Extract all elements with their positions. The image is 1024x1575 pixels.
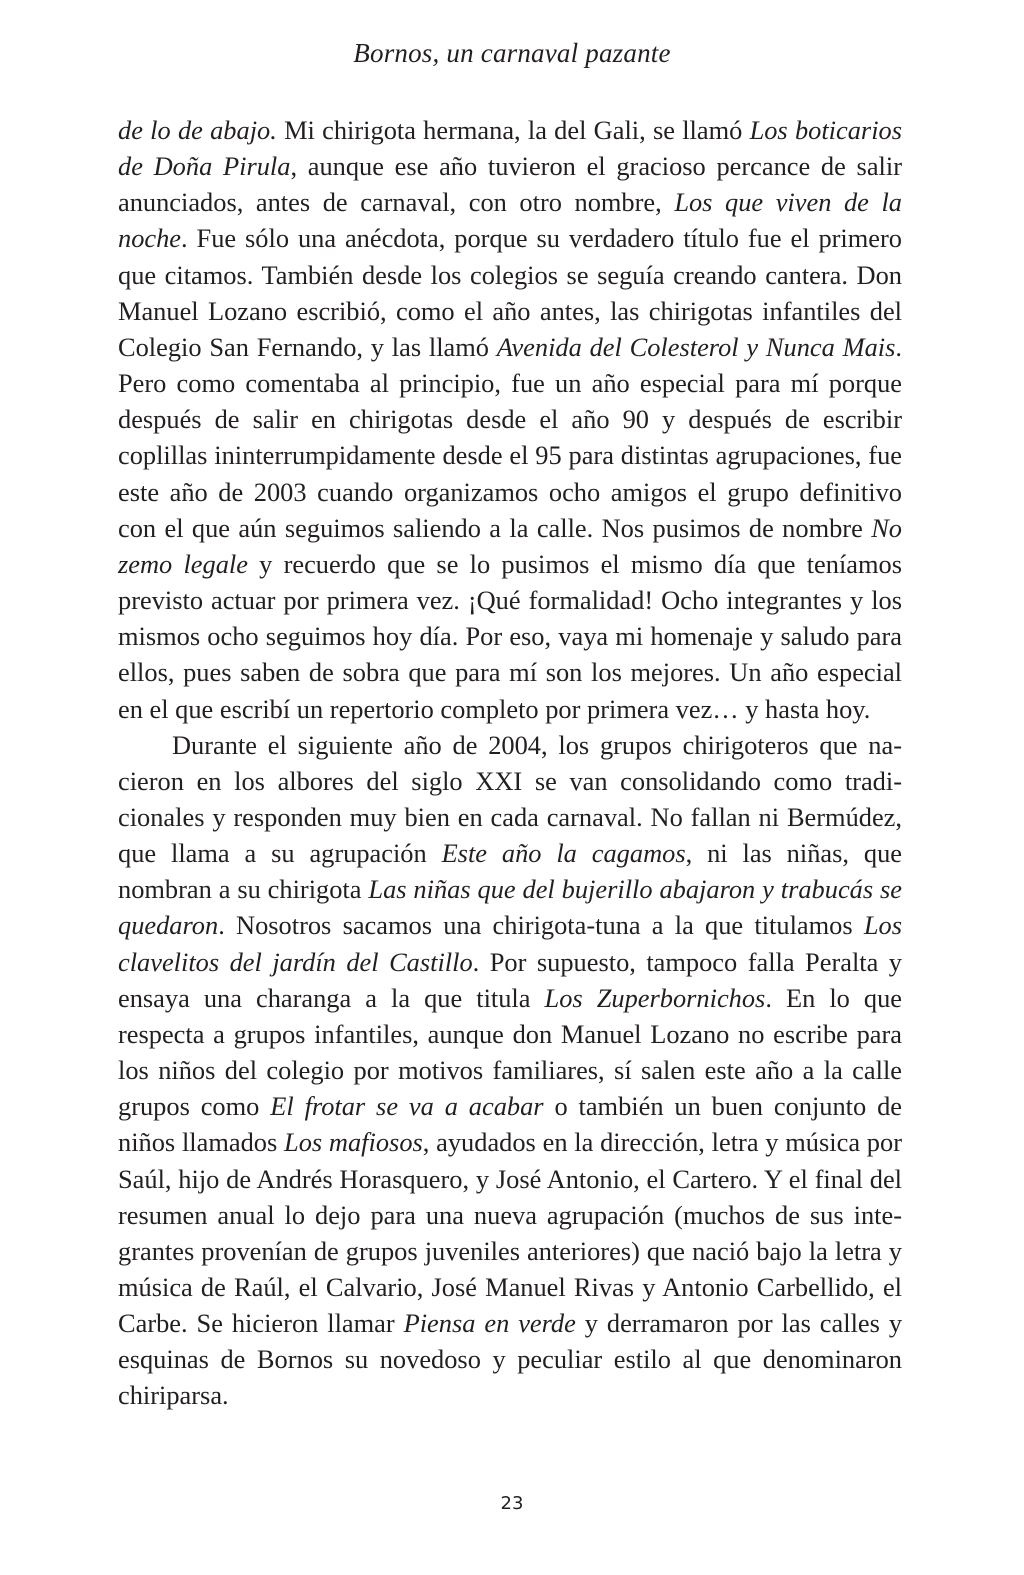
italic-title: de lo de abajo.: [118, 115, 277, 145]
text-run: y derramaron por las calles y esquinas de Bornos su novedoso y peculiar estilo al que denominaron chiriparsa.: [118, 1308, 903, 1411]
paragraph-2: [118, 727, 902, 1414]
text-run: , ni las niñas, que nombran a su chirigota: [118, 838, 902, 905]
text-run: , ayudados en la dirección, letra y música por Saúl, hijo de Andrés Horasquero, y José Antonio, el Cartero. Y el final del resumen anual lo dejo para una nueva agrupación (muchos de sus integrantes provenían de grupos juveniles anteriores) que nació bajo la letra y música de Raúl, el Calvario, José Manuel Rivas y Antonio Carbellido, el Carbe. Se hicieron llamar: [118, 1127, 902, 1339]
text-run: , aunque ese año tuvieron el gracioso percance de salir anunciados, antes de carnaval, con otro nombre,: [118, 151, 902, 218]
italic-title: Los boticarios de Doña Pirula: [118, 115, 902, 182]
italic-title: Este año la cagamos: [441, 838, 686, 869]
text-run: y recuerdo que se lo pusimos el mismo día que teníamos previsto actuar por primera vez. ¡Qué formalidad! Ocho integrantes y los mismos ocho seguimos hoy día. Por eso, vaya mi homenaje y saludo para ellos, pues saben de sobra que para mí son los mejores. Un año especial en el que escribí un repertorio completo por primera vez… y hasta hoy.: [118, 548, 902, 724]
italic-title: No zemo legale: [118, 512, 902, 579]
italic-title: Los clavelitos del jardín del Castillo: [118, 910, 902, 977]
italic-title: Los que viven de la noche: [118, 187, 902, 254]
text-run: . En lo que respecta a grupos infantiles, aunque don Manuel Lozano no escribe para los niños del colegio por motivos familiares, sí salen este año a la calle grupos como: [118, 982, 903, 1122]
text-run: Durante el siguiente año de 2004, los grupos chirigoteros que nacieron en los albores del siglo XXI se van consolidando como tradicionales y responden muy bien en cada carnaval. No fallan ni Bermúdez, que llama a su agrupación: [118, 729, 902, 869]
running-head: [0, 38, 1024, 69]
running-title: Bornos, un carnaval pazante: [353, 38, 671, 68]
italic-title: El frotar se va a acabar: [270, 1091, 544, 1122]
body-text: [118, 112, 902, 1414]
text-run: . Fue sólo una anécdota, porque su verdadero título fue el primero que citamos. También desde los colegios se seguía creando cantera. Don Manuel Lozano escribió, como el año antes, las chirigotas infantiles del Colegio San Fernando, y las llamó: [118, 223, 902, 362]
text-run: . Nosotros sacamos una chirigota-tuna a la que titulamos: [218, 910, 864, 941]
text-run: o también un buen conjunto de niños llamados: [118, 1091, 902, 1158]
page-number: 23: [500, 1493, 524, 1514]
text-run: Mi chirigota hermana, la del Gali, se llamó: [276, 115, 750, 145]
italic-title: Los mafiosos: [284, 1127, 423, 1158]
italic-title: Los Zuperbornichos: [544, 982, 766, 1013]
italic-title: Las niñas que del bujerillo abajaron y trabucás se quedaron: [118, 874, 903, 941]
italic-title: Piensa en verde: [403, 1308, 576, 1339]
text-run: . Pero como comentaba al principio, fue un año especial para mí porque después de salir en chirigotas desde el año 90 y después de escribir coplillas ininterrumpidamente desde el 95 para distintas agrupaciones, fue este año de 2003 cuando organizamos ocho amigos el grupo definitivo con el que aún seguimos saliendo a la calle. Nos pusimos de nombre: [118, 331, 902, 543]
paragraph-1: [118, 112, 902, 727]
text-run: . Por supuesto, tampoco falla Peralta y ensaya una charanga a la que titula: [118, 946, 902, 1013]
italic-title: Avenida del Colesterol y Nunca Mais: [496, 331, 896, 362]
